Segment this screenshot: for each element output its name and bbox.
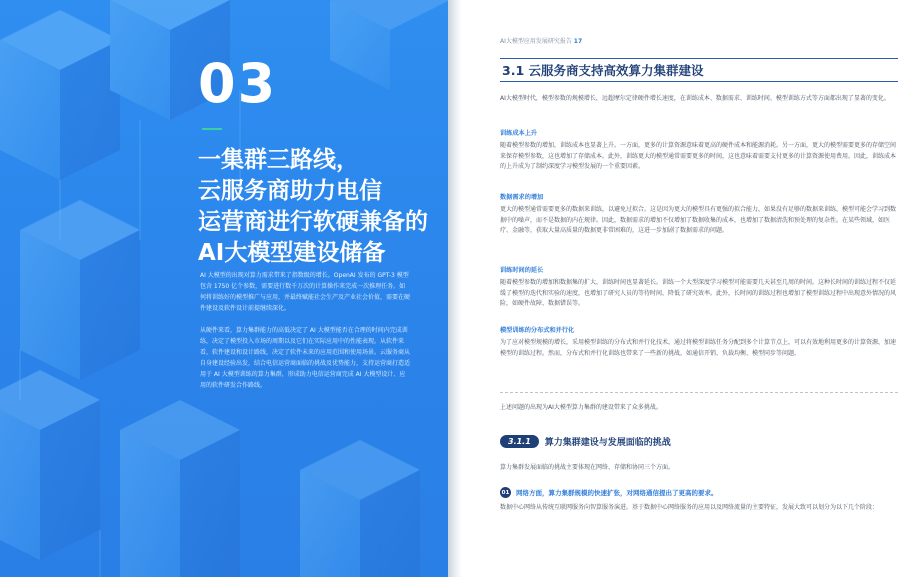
chapter-title-line: 运营商进行软硬兼备的 <box>198 209 428 235</box>
section-heading: 3.1 云服务商支持高效算力集群建设 <box>500 58 898 82</box>
subsection-heading-title: 算力集群建设与发展面临的挑战 <box>544 438 671 448</box>
page-number: 17 <box>573 38 583 45</box>
closing-sentence: 上述问题的出现为AI大模型算力集群的建设带来了众多挑战。 <box>500 404 662 411</box>
content-page <box>462 0 900 577</box>
section-divider <box>500 392 898 393</box>
chapter-title-line: 一集群三路线， <box>198 147 359 173</box>
chapter-intro-paragraph: 从硬件来看，算力集群能力的高低决定了 AI 大模型能否在合理的时间内完成训练，决定了模型投入市场的周期以及它们在实际应用中的性能表现。从软件来看，软件建设和设计路线，决定了软件未来的应用范围和使用场景。云服务商从自身建设经验出发，结合电信运营商面临的挑战及优势能力，支持运营商打造适用于 AI 大模型训练的算力集群，形成助力电信运营商完成 AI 大模型设计、应用的软件研发合作路线。 <box>200 327 411 389</box>
running-header <box>500 36 582 45</box>
subsection-heading-3-1-1 <box>500 435 671 448</box>
challenge-intro: 算力集群发展面临的挑战主要体现在网络、存储和协同三个方面。 <box>500 464 675 471</box>
subsection-title: 模型训练的分布式和并行化 <box>500 327 575 334</box>
subsection-text: 为了应对模型规模的增长，采用模型训练的分布式和并行化技术。通过将模型训练任务分配到多个计算节点上，可以有效地利用更多的计算资源，加速模型的训练过程。然而，分布式和并行化训练也带来了一些新的挑战，如通信开销、负载均衡、模型同步等问题。 <box>500 339 897 357</box>
point-title: 网络方面，算力集群规模的快速扩张，对网络通信提出了更高的要求。 <box>516 489 718 497</box>
chapter-number: 03 <box>198 52 278 115</box>
point-number-badge: 01 <box>500 487 511 498</box>
point-text: 数据中心网络从传统互联网服务向智算服务演进。基于数据中心网络服务的应用以及网络流量的主要特征，发展大致可以划分为以下几个阶段： <box>500 504 879 511</box>
numbered-point <box>500 487 718 498</box>
subsection-text: 随着模型参数的增加，训练成本也显著上升。一方面，更多的计算资源意味着更高的硬件成本和能源消耗。另一方面，更大的模型需要更多的存储空间来保存模型参数，这也增加了存储成本。此外，训练更大的模型通常需要更多的时间，这也意味着需要支付更多的计算资源使用费用。因此，训练成本的上升成为了制约深度学习模型发展的一个重要因素。 <box>500 142 897 170</box>
accent-rule <box>202 128 222 130</box>
subsection-title: 训练时间的延长 <box>500 267 544 274</box>
subsection-text: 随着模型参数的增加和数据集的扩大，训练时间也显著延长。训练一个大型深度学习模型可能需要几天甚至几周的时间。这种长时间的训练过程不仅延缓了模型的迭代和实验的速度，也增加了研究人员的等待时间，降低了研究效率。此外，长时间的训练过程也增加了模型训练过程中出现意外情况的风险，如硬件故障、数据错误等。 <box>500 279 897 307</box>
subsection-number-pill: 3.1.1 <box>500 435 539 448</box>
book-spine-shadow <box>448 0 462 577</box>
chapter-intro-paragraph: AI 大模型的出现对算力需求带来了指数级的增长。OpenAI 发布的 GPT-3 模型包含 1750 亿个参数，需要进行数千万次的计算操作来完成一次推理任务。如何将训练好的模型推广与应用，并最终赋能社会生产及产业社会价值，需要在硬件建设及软件设计前提继续深化。 <box>200 272 411 312</box>
subsection-text: 更大的模型通常需要更多的数据来训练，以避免过拟合。这是因为更大的模型具有更强的拟合能力，如果没有足够的数据来训练，模型可能会学习到数据中的噪声，而不是数据的内在规律。因此，数据需求的增加不仅增加了数据收集的成本，也增加了数据清洗和预处理的复杂性。在某些领域，如医疗、金融等，获取大量高质量的数据更非常困难的，这进一步加剧了数据需求的问题。 <box>500 206 897 234</box>
chapter-title <box>198 145 438 269</box>
chapter-cover-page <box>0 0 448 577</box>
chapter-title-line: 云服务商助力电信 <box>198 178 382 204</box>
subsection-title: 训练成本上升 <box>500 130 538 137</box>
chapter-title-line: AI大模型建设储备 <box>198 240 386 266</box>
intro-paragraph: AI大模型时代，模型参数的规模增长，远超摩尔定律硬件增长速度，在训练成本、数据需求、训练时间、模型训练方式等方面都出现了显著的变化。 <box>500 95 890 102</box>
subsection-title: 数据需求的增加 <box>500 194 544 201</box>
report-title: AI大模型应用发展研究报告 <box>500 38 572 45</box>
